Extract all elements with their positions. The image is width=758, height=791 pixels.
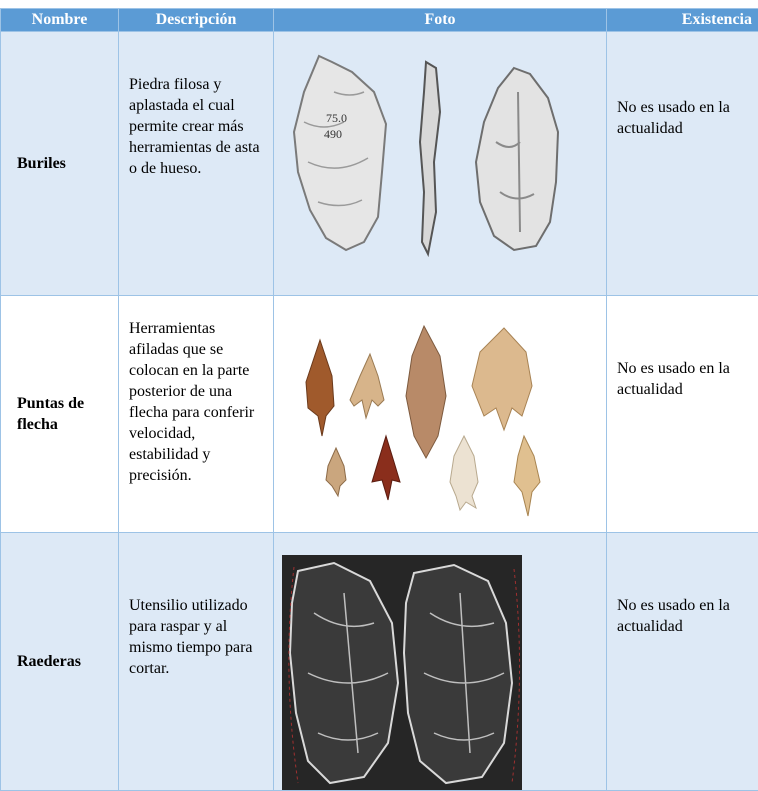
photo-label-2: 490 bbox=[324, 127, 342, 141]
header-existencia: Existencia bbox=[607, 9, 758, 32]
row-existence: No es usado en la actualidad bbox=[607, 32, 758, 296]
row-photo bbox=[274, 533, 607, 791]
row-existence: No es usado en la actualidad bbox=[607, 296, 758, 533]
row-description: Utensilio utilizado para raspar y al mismo tiempo para cortar. bbox=[119, 533, 274, 791]
photo-label-1: 75.0 bbox=[326, 111, 347, 125]
row-name: Raederas bbox=[1, 533, 119, 791]
row-name: Buriles bbox=[1, 32, 119, 296]
scrapers-photo bbox=[274, 533, 607, 790]
table-row bbox=[1, 296, 758, 533]
tools-table bbox=[0, 8, 758, 791]
header-nombre: Nombre bbox=[1, 9, 119, 32]
row-photo bbox=[274, 296, 607, 533]
row-description: Herramientas afiladas que se colocan en la parte posterior de una flecha para conferir velocidad, estabilidad y precisión. bbox=[119, 296, 274, 533]
header-row bbox=[1, 9, 758, 32]
row-existence: No es usado en la actualidad bbox=[607, 533, 758, 791]
row-name: Puntas de flecha bbox=[1, 296, 119, 533]
row-description: Piedra filosa y aplastada el cual permite crear más herramientas de asta o de hueso. bbox=[119, 32, 274, 296]
burin-photo bbox=[274, 32, 607, 295]
header-foto: Foto bbox=[274, 9, 607, 32]
arrowheads-photo bbox=[274, 296, 607, 532]
table-row bbox=[1, 533, 758, 791]
table-row bbox=[1, 32, 758, 296]
header-descripcion: Descripción bbox=[119, 9, 274, 32]
row-photo bbox=[274, 32, 607, 296]
